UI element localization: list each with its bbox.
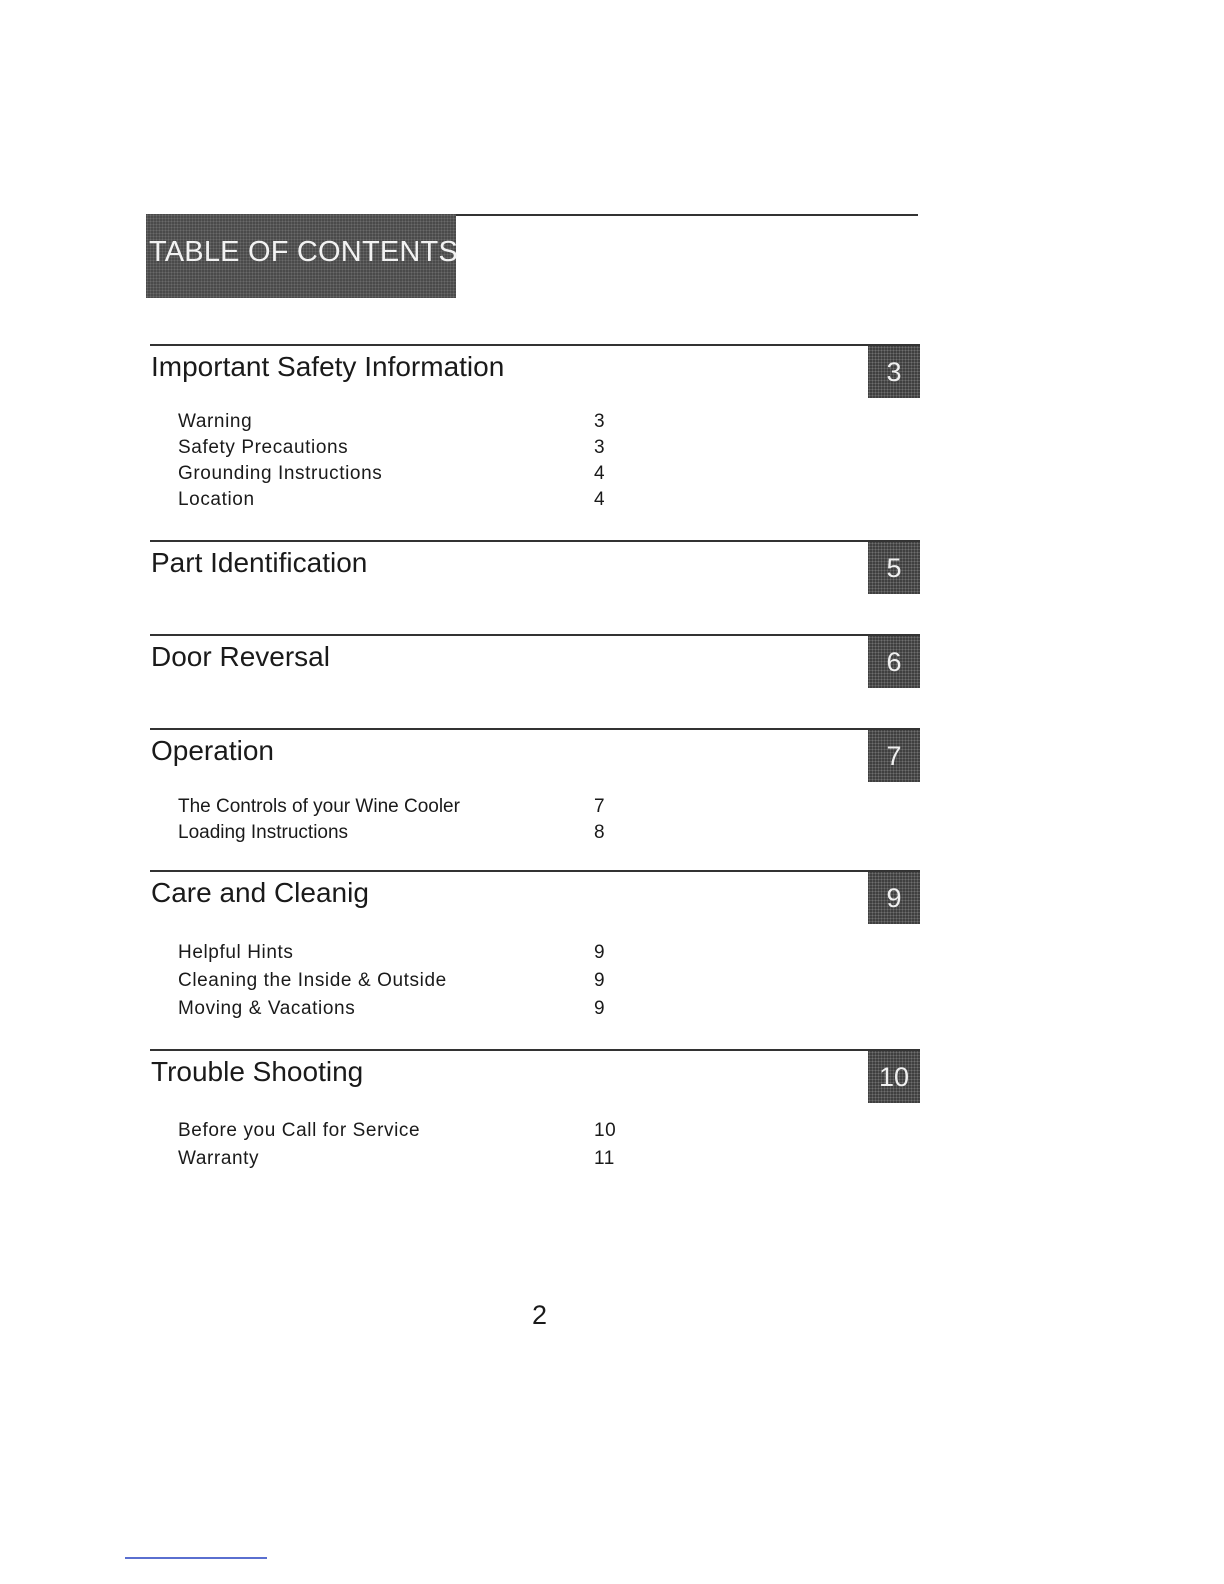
entry-page: 9 — [594, 970, 606, 991]
section-title: Important Safety Information — [151, 351, 505, 382]
entry-label: Cleaning the Inside & Outside — [178, 970, 447, 991]
entry-label: Grounding Instructions — [178, 463, 383, 484]
section-rule — [150, 870, 920, 872]
entry-page: 3 — [594, 437, 606, 458]
entry-label: Location — [178, 489, 255, 510]
entry-page: 9 — [594, 998, 606, 1019]
page-tab: 10 — [868, 1051, 920, 1103]
entry-label: Helpful Hints — [178, 942, 294, 963]
page-tab: 7 — [868, 730, 920, 782]
section-rule — [150, 1049, 920, 1051]
page-title: TABLE OF CONTENTS — [149, 236, 459, 268]
section-rule — [150, 540, 920, 542]
entry-label: Safety Precautions — [178, 437, 349, 458]
section-title: Part Identification — [151, 547, 368, 578]
entry-label: Moving & Vacations — [178, 998, 356, 1019]
section-rule — [150, 634, 920, 636]
page-tab: 5 — [868, 542, 920, 594]
toc-title-box — [146, 214, 459, 298]
section-title: Door Reversal — [151, 641, 330, 672]
page-tab: 6 — [868, 636, 920, 688]
entry-label: Loading Instructions — [178, 822, 349, 843]
entry-label: The Controls of your Wine Cooler — [178, 796, 460, 817]
section-rule — [150, 728, 920, 730]
entry-page: 7 — [594, 796, 606, 817]
section-rule — [150, 344, 920, 346]
toc-header — [146, 214, 918, 298]
entry-page: 8 — [594, 822, 606, 843]
entry-label: Warranty — [178, 1148, 260, 1169]
footer-rule — [125, 1557, 267, 1559]
section-title: Care and Cleanig — [151, 877, 369, 908]
entry-page: 4 — [594, 463, 606, 484]
section-title: Trouble Shooting — [151, 1056, 364, 1087]
entry-label: Before you Call for Service — [178, 1120, 421, 1141]
entry-page: 11 — [594, 1148, 615, 1169]
entry-page: 10 — [594, 1120, 617, 1141]
entry-page: 4 — [594, 489, 606, 510]
entry-page: 3 — [594, 411, 606, 432]
entry-page: 9 — [594, 942, 606, 963]
page-tab: 9 — [868, 872, 920, 924]
entry-label: Warning — [178, 411, 253, 432]
page-number: 2 — [532, 1300, 548, 1330]
section-title: Operation — [151, 735, 274, 766]
page-tab: 3 — [868, 346, 920, 398]
